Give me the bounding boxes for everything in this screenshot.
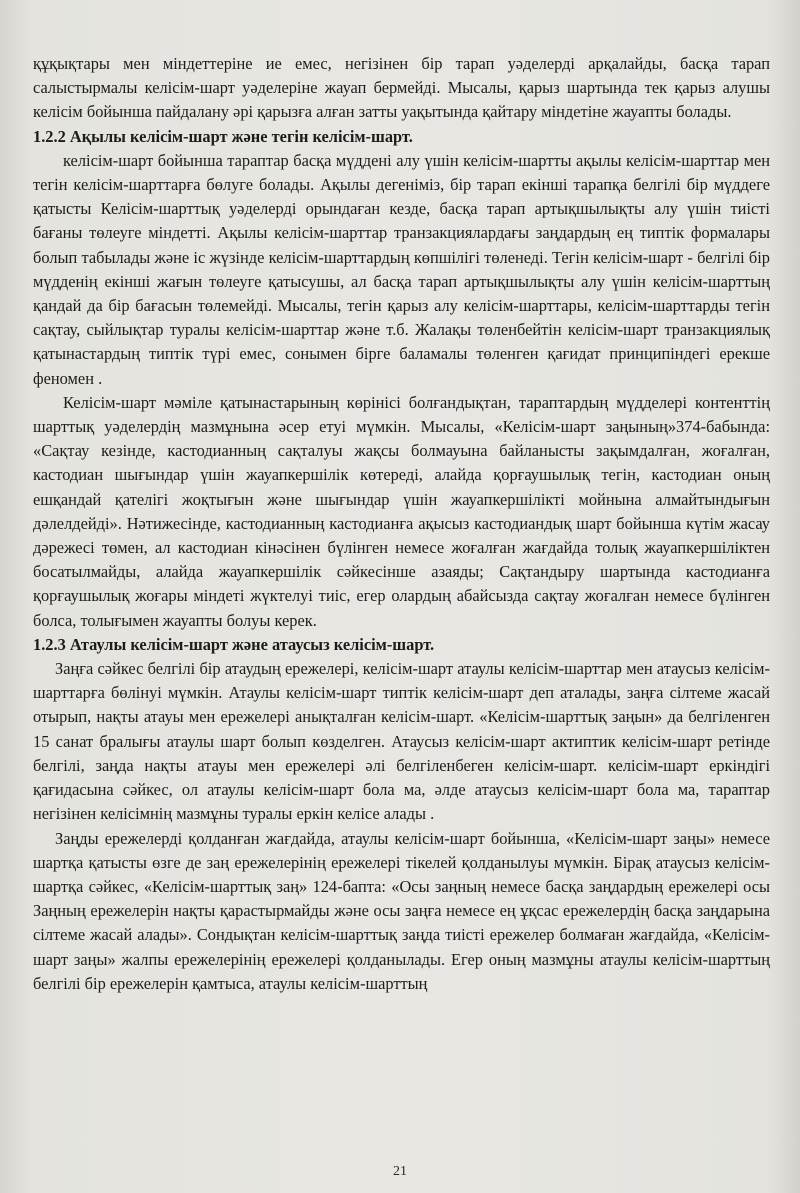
- paragraph-named-unnamed-contracts: Заңға сәйкес белгілі бір атаудың ережелері, келісім-шарт атаулы келісім-шарттар мен атаусыз келісім-шарттарға бөлінуі мүмкін. Атаулы келісім-шарт типтік келісім-шарт деп аталады, заңға сілтеме жасай отырып, нақты атауы мен ережелері анықталған келісім-шарт. «Келісім-шарттық заңын» да белгіленген 15 санат бралығы атаулы шарт болып көзделген. Атаусыз келісім-шарт актиптик келісім-шарт ретінде белгілі, заңда нақты атауы мен ережелері әлі белгіленбеген келісім-шарт. келісім-шарт еркіндігі қағидасына сәйкес, ол атаулы келісім-шарт бола ма, әлде атаусыз келісім-шарт бола ма, тараптар негізінен келісімнің мазмұны туралы еркін келісе алады .: [33, 659, 770, 824]
- paragraph-custody-example: Келісім-шарт мәміле қатынастарының көрінісі болғандықтан, тараптардың мүдделері контенттің шарттық уәделердің мазмұнына әсер етуі мүмкін. Мысалы, «Келісім-шарт заңының»374-бабында: «Сақтау кезінде, кастодианның сақталуы жақсы болмауына байланысты зақымдалған, жоғалған, кастодиан шығындар үшін жауапкершілік көтереді, алайда қорғаушылық тегін, кастодиан оның ешқандай қателігі жоқтығын және шығындар үшін жауапкершілікті мойнына алмайтындығын дәлелдейді». Нәтижесінде, кастодианның кастодианға ақысыз кастодиандық шарт бойынша күтім жасау дәрежесі төмен, ал кастодиан кінәсінен бүлінген немесе жоғалған жағдайда толық жауапкершіліктен босатылмайды, алайда жауапкершілік сәйкесінше азаяды; Сақтандыру шартында кастодианға қорғаушылық жоғары міндеті жүктелуі тиіс, егер олардың абайсызда сақтау жоғалған немесе бүлінген болса, толығымен жауапты болуы керек.: [33, 392, 770, 630]
- section-heading-1-2-2: 1.2.2 Ақылы келісім-шарт және тегін келісім-шарт.: [33, 126, 413, 146]
- paragraph-continuation: құқықтары мен міндеттеріне ие емес, негізінен бір тарап уәделерді арқалайды, басқа тарап салыстырмалы келісім-шарт уәделеріне жауап бермейді. Мысалы, қарыз шартында тек қарыз алушы келісім бойынша пайдалану әрі қарызға алған затты уақытында қайтару міндетіне жауапты болады.: [33, 54, 770, 122]
- section-heading-1-2-3: 1.2.3 Атаулы келісім-шарт және атаусыз келісім-шарт.: [33, 634, 435, 654]
- paragraph-paid-free-contracts: келісім-шарт бойынша тараптар басқа мүддені алу үшін келісім-шартты ақылы келісім-шарттар мен тегін келісім-шарттарға бөлуге болады. Ақылы дегеніміз, бір тарап екінші тарапқа белгілі бір мүддеге қатысты Келісім-шарттық уәделерді орындаған кезде, басқа тарап артықшылықты алу үшін тиісті бағаны төлеуге міндетті. Ақылы келісім-шарттар транзакциялардағы заңдардың ең типтік формалары болып табылады және іс жүзінде келісім-шарттардың көпшілігі төленеді. Тегін келісім-шарт - белгілі бір мүдденің екінші жағын төлеуге қатысушы, ал басқа тарап артықшылықты алу үшін келісім-шарттың қандай да бір бағасын төлемейді. Мысалы, тегін қарыз алу келісім-шарттары, келісім-шарттарды тегін сақтау, сыйлықтар туралы келісім-шарттар және т.б. Жалақы төленбейтін келісім-шарт транзакциялық қатынастардың типтік түрі емес, сонымен бірге баламалы төленген қағидат принципіндегі ерекше феномен .: [33, 150, 770, 388]
- page-number: 21: [393, 1164, 407, 1179]
- paragraph-law-application: Заңды ережелерді қолданған жағдайда, атаулы келісім-шарт бойынша, «Келісім-шарт заңы» немесе шартқа қатысты өзге де заң ережелерінің ережелері тікелей қолданылуы мүмкін. Бірақ атаусыз келісім-шартқа сәйкес, «Келісім-шарттық заң» 124-бапта: «Осы заңның немесе басқа заңдардың ережелері осы Заңның ережелерін нақты қарастырмайды және осы заңға немесе ең ұқсас ережелердің басқа заңдарына сілтеме жасай алады». Сондықтан келісім-шарттық заңда тиісті ережелер болмаған жағдайда, «Келісім-шарт заңы» жалпы ережелерінің ережелері қолданылады. Егер оның мазмұны атаулы келісім-шарттың белгілі бір ережелерін қамтыса, атаулы келісім-шарттың: [33, 828, 770, 993]
